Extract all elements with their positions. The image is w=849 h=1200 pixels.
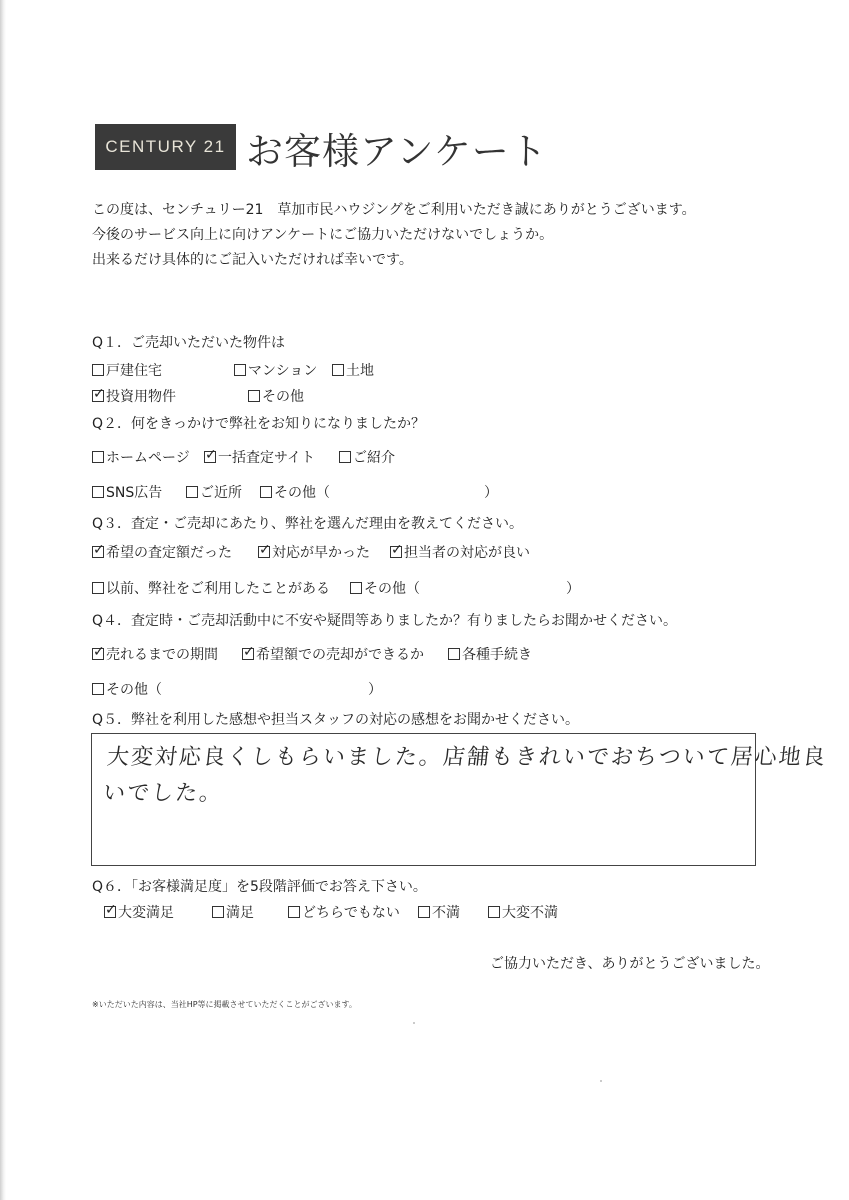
checked-checkbox-icon	[104, 906, 116, 918]
intro-line: この度は、センチュリー21 草加市民ハウジングをご利用いただき誠にありがとうございます。	[92, 202, 696, 218]
q3-option-used-before[interactable]: 以前、弊社をご利用したことがある	[92, 578, 330, 598]
q3-option-other[interactable]: その他（	[350, 578, 420, 598]
checkbox-icon	[339, 451, 351, 463]
checked-checkbox-icon	[204, 451, 216, 463]
q6-option-neutral[interactable]: どちらでもない	[288, 902, 400, 922]
scan-speck	[600, 1080, 602, 1082]
q5-question: Q５．弊社を利用した感想や担当スタッフの対応の感想をお聞かせください。	[92, 712, 580, 728]
checkbox-icon	[92, 451, 104, 463]
checkbox-icon	[92, 582, 104, 594]
checkbox-icon	[234, 364, 246, 376]
checked-checkbox-icon	[390, 546, 402, 558]
q1-option-land[interactable]: 土地	[332, 360, 374, 380]
q1-option-investment[interactable]: ✓ 投資用物件	[92, 386, 176, 406]
q4-option-procedures[interactable]: 各種手続き	[448, 644, 532, 664]
footnote: ※いただいた内容は、当社HP等に掲載させていただくことがございます。	[92, 1000, 357, 1009]
q4-other-close: ）	[368, 682, 382, 698]
checkbox-icon	[92, 364, 104, 376]
q2-other-close: ）	[484, 485, 498, 501]
q4-option-sale-period[interactable]: ✓ 売れるまでの期間	[92, 644, 218, 664]
checkbox-icon	[186, 486, 198, 498]
q6-option-very-dissatisfied[interactable]: 大変不満	[488, 902, 558, 922]
q3-option-good-staff[interactable]: ✓ 担当者の対応が良い	[390, 542, 530, 562]
q2-option-referral[interactable]: ご紹介	[339, 447, 395, 467]
q6-option-dissatisfied[interactable]: 不満	[418, 902, 460, 922]
closing-message: ご協力いただき、ありがとうございました。	[490, 956, 770, 972]
answer-line: いでした。	[101, 781, 225, 806]
checkbox-icon	[332, 364, 344, 376]
q4-option-desired-price[interactable]: ✓ 希望額での売却ができるか	[242, 644, 424, 664]
checkbox-icon	[260, 486, 272, 498]
q4-question: Q４．査定時・ご売却活動中に不安や疑問等ありましたか？有りましたらお聞かせください。	[92, 613, 678, 629]
q3-option-desired-price[interactable]: ✓ 希望の査定額だった	[92, 542, 232, 562]
intro-text	[92, 198, 696, 273]
checkbox-icon	[288, 906, 300, 918]
q2-question: Q２．何をきっかけで弊社をお知りになりましたか？	[92, 416, 426, 432]
q1-option-mansion[interactable]: マンション	[234, 360, 317, 380]
checked-checkbox-icon	[258, 546, 270, 558]
checked-checkbox-icon	[92, 390, 104, 402]
q6-question: Q６．「お客様満足度」を5段階評価でお答え下さい。	[92, 879, 427, 895]
q1-option-other[interactable]: その他	[248, 386, 304, 406]
q1-question: Q１．ご売却いただいた物件は	[92, 335, 286, 351]
q2-option-homepage[interactable]: ホームページ	[92, 447, 190, 467]
checked-checkbox-icon	[92, 648, 104, 660]
intro-line: 出来るだけ具体的にご記入いただければ幸いです。	[92, 252, 413, 268]
century21-logo	[95, 124, 236, 170]
checked-checkbox-icon	[242, 648, 254, 660]
q3-question: Q３．査定・ご売却にあたり、弊社を選んだ理由を教えてください。	[92, 516, 524, 532]
q6-option-satisfied[interactable]: 満足	[212, 902, 254, 922]
scan-speck	[413, 1022, 415, 1024]
checked-checkbox-icon	[92, 546, 104, 558]
intro-line: 今後のサービス向上に向けアンケートにご協力いただけないでしょうか。	[92, 227, 554, 243]
q6-option-very-satisfied[interactable]: ✓ 大変満足	[104, 902, 174, 922]
checkbox-icon	[248, 390, 260, 402]
checkbox-icon	[350, 582, 362, 594]
q1-option-detached-house[interactable]: 戸建住宅	[92, 360, 162, 380]
q2-option-neighbor[interactable]: ご近所	[186, 482, 242, 502]
checkbox-icon	[418, 906, 430, 918]
q2-option-sns-ad[interactable]: SNS広告	[92, 482, 162, 502]
checkbox-icon	[212, 906, 224, 918]
q3-option-quick-response[interactable]: ✓ 対応が早かった	[258, 542, 370, 562]
checkbox-icon	[92, 486, 104, 498]
logo-text: CENTURY 21	[105, 137, 226, 156]
checkbox-icon	[448, 648, 460, 660]
scan-edge-shadow	[0, 0, 6, 1200]
checkbox-icon	[92, 683, 104, 695]
checkbox-icon	[488, 906, 500, 918]
q3-other-close: ）	[566, 581, 580, 597]
q2-option-other[interactable]: その他（	[260, 482, 330, 502]
q5-handwritten-answer	[101, 738, 829, 814]
q2-option-bulk-appraisal[interactable]: ✓ 一括査定サイト	[204, 447, 315, 467]
page-title: お客様アンケート	[246, 130, 548, 173]
q4-option-other[interactable]: その他（	[92, 679, 162, 699]
answer-line: 大変対応良くしもらいました。店舗もきれいでおちついて居心地良	[105, 745, 829, 770]
